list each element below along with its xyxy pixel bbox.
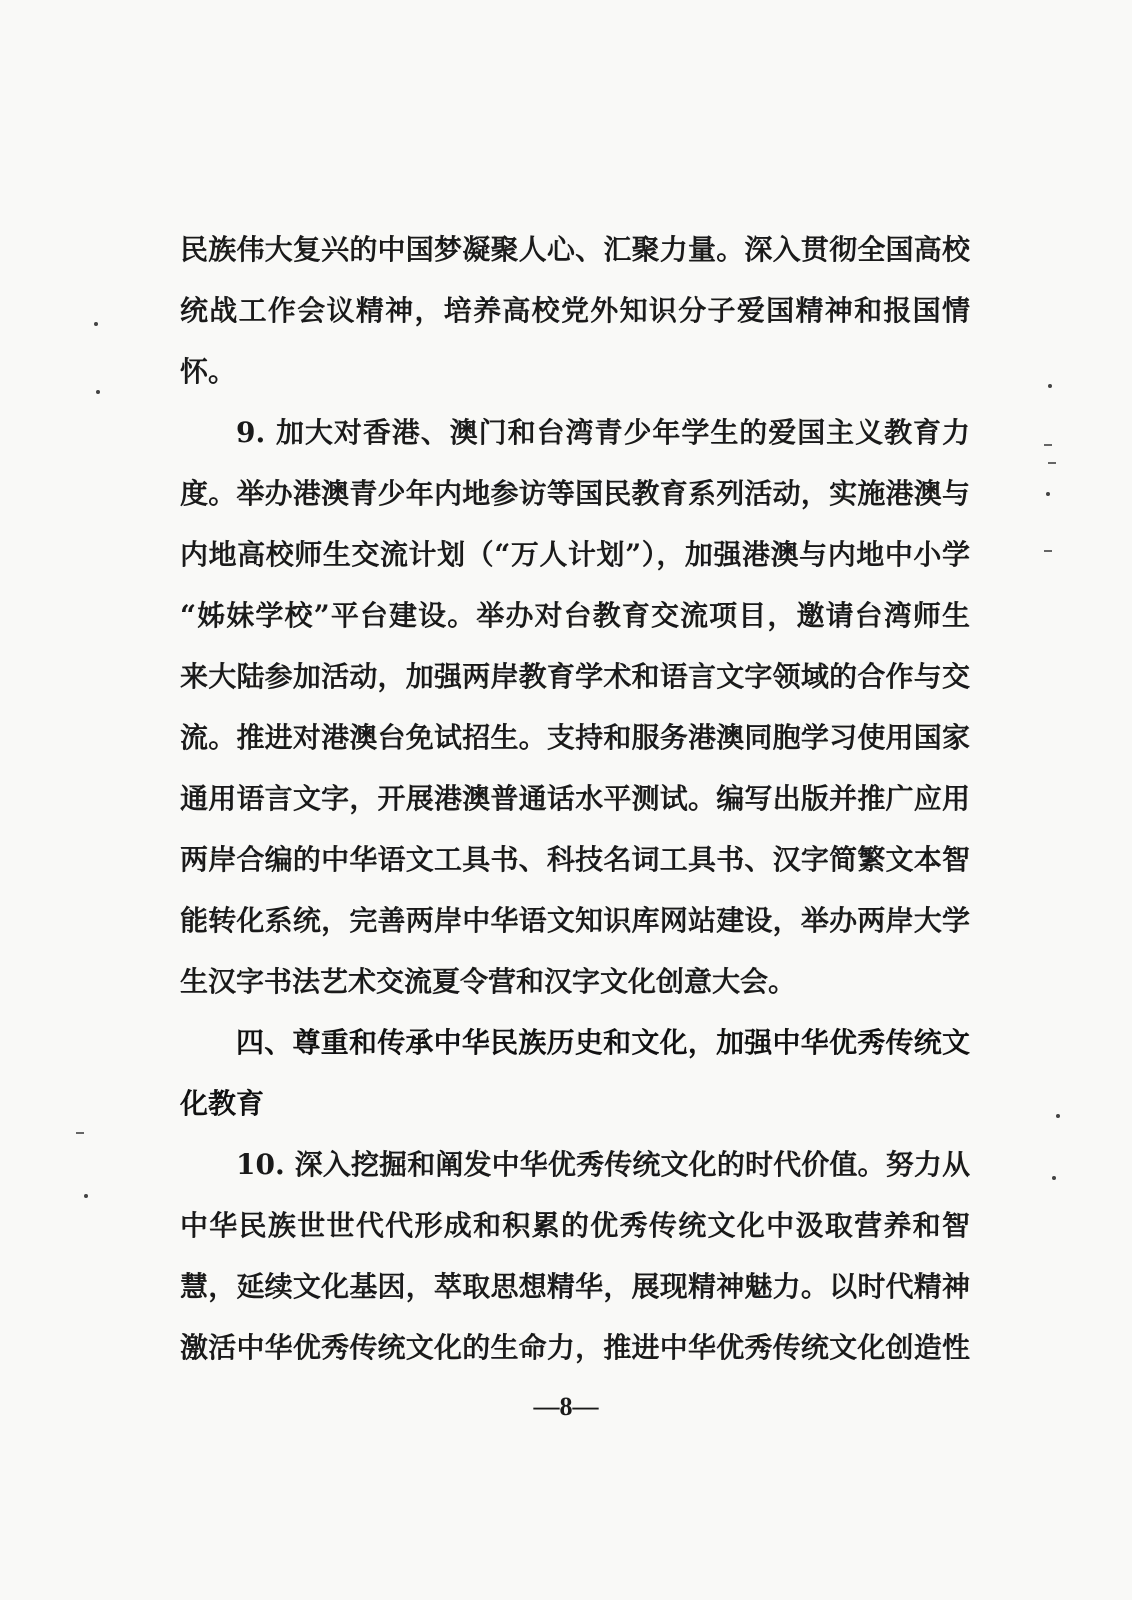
body-line: 怀。 xyxy=(180,355,237,388)
scan-speck xyxy=(84,1194,88,1198)
body-line: 内地高校师生交流计划（“万人计划”），加强港澳与内地中小学 xyxy=(180,538,970,571)
body-line: 来大陆参加活动，加强两岸教育学术和语言文字领域的合作与交 xyxy=(180,660,970,693)
scan-speck xyxy=(1052,1176,1056,1180)
body-line: 两岸合编的中华语文工具书、科技名词工具书、汉字简繁文本智 xyxy=(180,843,970,876)
scan-speck xyxy=(96,390,100,394)
body-line: 生汉字书法艺术交流夏令营和汉字文化创意大会。 xyxy=(180,965,797,998)
page-number: —8— xyxy=(533,1392,599,1421)
scan-speck xyxy=(1056,1114,1060,1118)
body-line: 统战工作会议精神，培养高校党外知识分子爱国精神和报国情 xyxy=(180,294,970,327)
body-line: 激活中华优秀传统文化的生命力，推进中华优秀传统文化创造性 xyxy=(180,1331,970,1364)
section-heading: 四、尊重和传承中华民族历史和文化，加强中华优秀传统文 xyxy=(236,1026,970,1059)
scan-mark xyxy=(1044,550,1052,552)
body-line: “姊妹学校”平台建设。举办对台教育交流项目，邀请台湾师生 xyxy=(180,599,970,632)
body-line: 通用语言文字，开展港澳普通话水平测试。编写出版并推广应用 xyxy=(180,782,970,815)
body-line: 慧，延续文化基因，萃取思想精华，展现精神魅力。以时代精神 xyxy=(180,1270,970,1303)
body-line: 民族伟大复兴的中国梦凝聚人心、汇聚力量。深入贯彻全国高校 xyxy=(180,233,970,266)
section-10-first-line: 10. 深入挖掘和阐发中华优秀传统文化的时代价值。努力从 xyxy=(236,1148,970,1181)
section-9-first-line: 9. 加大对香港、澳门和台湾青少年学生的爱国主义教育力 xyxy=(236,416,970,449)
scan-mark xyxy=(76,1132,84,1134)
body-line: 流。推进对港澳台免试招生。支持和服务港澳同胞学习使用国家 xyxy=(180,721,970,754)
scan-speck xyxy=(1048,384,1052,388)
section-heading-continued: 化教育 xyxy=(180,1087,265,1120)
body-line: 中华民族世世代代形成和积累的优秀传统文化中汲取营养和智 xyxy=(180,1209,970,1242)
scan-speck xyxy=(1046,492,1050,496)
body-line: 能转化系统，完善两岸中华语文知识库网站建设，举办两岸大学 xyxy=(180,904,970,937)
body-line: 度。举办港澳青少年内地参访等国民教育系列活动，实施港澳与 xyxy=(180,477,970,510)
scan-mark xyxy=(1044,444,1052,446)
scan-mark xyxy=(1048,462,1056,464)
scan-speck xyxy=(94,322,98,326)
